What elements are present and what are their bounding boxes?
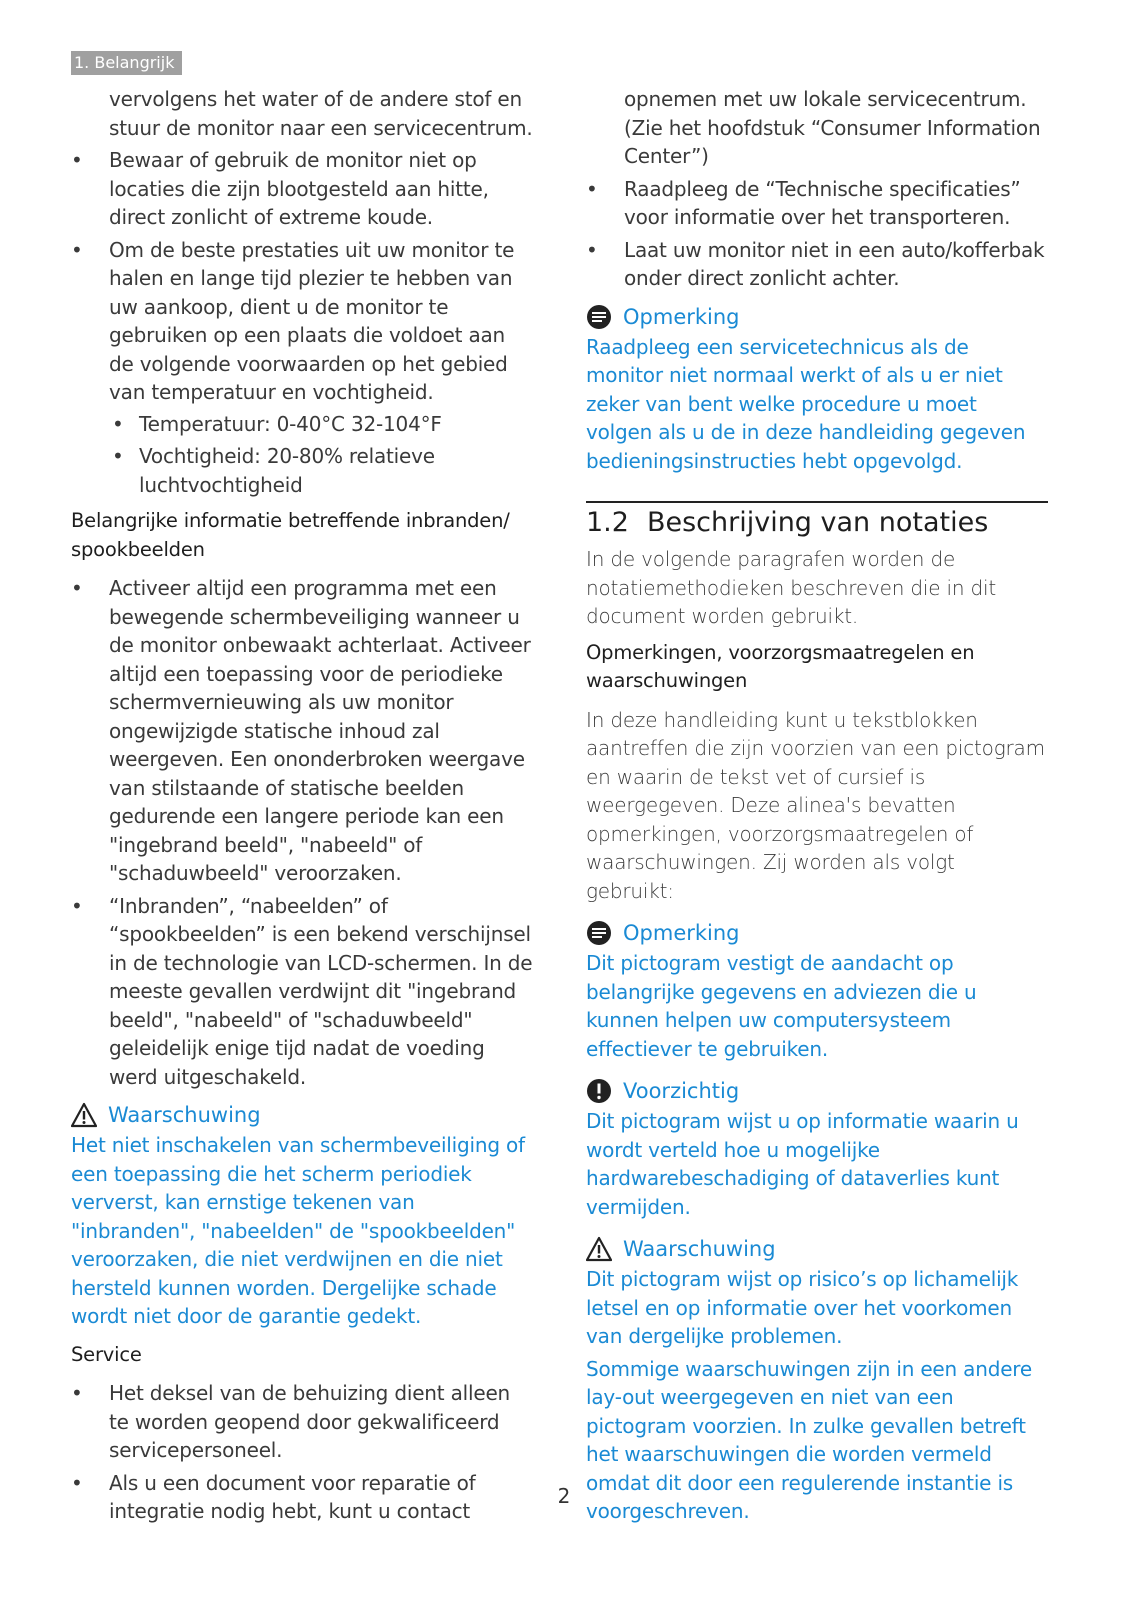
section-title-text: Beschrijving van notaties [646, 507, 989, 538]
bullet-list [586, 175, 1048, 293]
warning-text: Dit pictogram wijst op risico’s op lichamelijk letsel en op informatie over het voorkomen van dergelijke problemen. [586, 1267, 1019, 1348]
notes-intro: In deze handleiding kunt u tekstblokken aantreffen die zijn voorzien van een pictogram en waarin de tekst vet of cursief is weergegeven. Deze alinea's bevatten opmerkingen, voorzorgsmaatregelen of waarschuwingen. Zij worden als volgt gebruikt: [586, 707, 1045, 903]
bullet-text: Laat uw monitor niet in een auto/kofferbak onder direct zonlicht achter. [624, 237, 1045, 290]
section-intro: In de volgende paragrafen worden de notatiemethodieken beschreven die in dit document worden gebruikt. [586, 547, 996, 628]
page-number: 2 [557, 1484, 571, 1508]
bullet-item [71, 146, 533, 232]
note-heading [586, 919, 1048, 947]
note-title: Opmerking [623, 304, 740, 329]
bullet-text: Het deksel van de behuizing dient alleen te worden geopend door gekwalificeerd servicepersoneel. [109, 1381, 511, 1462]
caution-text: Dit pictogram wijst u op informatie waarin u wordt verteld hoe u mogelijke hardwarebeschadiging of dataverlies kunt vermijden. [586, 1109, 1019, 1219]
caution-heading [586, 1077, 1048, 1105]
note-icon [586, 304, 612, 330]
chapter-tab: 1. Belangrijk [71, 51, 182, 75]
bullet-item [586, 175, 1048, 232]
note-text: Dit pictogram vestigt de aandacht op belangrijke gegevens en adviezen die u kunnen helpen uw computersysteem effectiever te gebruiken. [586, 951, 977, 1061]
bullet-text: Bewaar of gebruik de monitor niet op locaties die zijn blootgesteld aan hitte, direct zonlicht of extreme koude. [109, 148, 489, 229]
caution-icon [586, 1078, 612, 1104]
bullet-list [71, 146, 533, 499]
left-column [71, 85, 533, 1530]
continued-paragraph: opnemen met uw lokale servicecentrum. (Zie het hoofdstuk “Consumer Information Center”) [624, 87, 1041, 168]
section-number: 1.2 [586, 507, 629, 538]
warning-heading [586, 1235, 1048, 1263]
bullet-list [71, 574, 533, 1091]
bullet-text: Als u een document voor reparatie of integratie nodig hebt, kunt u contact [109, 1470, 476, 1523]
sub-bullet-item: • Temperatuur: 0-40°C 32-104°F [109, 410, 533, 439]
warning-extra-text: Sommige waarschuwingen zijn in een andere lay-out weergegeven en niet van een pictogram voorzien. In zulke gevallen betreft het waarschuwingen die worden vermeld omdat dit door een regulerende instantie is voorgeschreven. [586, 1356, 1032, 1523]
note-title: Opmerking [623, 921, 740, 945]
caution-title: Voorzichtig [623, 1079, 740, 1103]
sub-bullet-item: • Vochtigheid: 20-80% relatieve luchtvochtigheid [109, 442, 533, 499]
bullet-text: “Inbranden”, “nabeelden” of “spookbeelden” is een bekend verschijnsel in de technologie van LCD-schermen. In de meeste gevallen verdwijnt dit "ingebrand beeld", "nabeeld" of "schaduwbeeld" geleidelijk enige tijd nadat de voeding werd uitgeschakeld. [109, 893, 533, 1089]
section-divider [586, 501, 1048, 503]
warning-text: Het niet inschakelen van schermbeveiliging of een toepassing die het scherm periodiek ververst, kan ernstige tekenen van "inbranden", "nabeelden" de "spookbeelden" veroorzaken, die niet verdwijnen en die niet hersteld kunnen worden. Dergelijke schade wordt niet door de garantie gedekt. [71, 1133, 525, 1328]
subheading-notes: Opmerkingen, voorzorgsmaatregelen en waarschuwingen [586, 640, 975, 692]
bullet-text: Raadpleeg de “Technische specificaties” voor informatie over het transporteren. [624, 176, 1021, 229]
right-column [586, 85, 1048, 1526]
note-icon [586, 920, 612, 946]
bullet-item [71, 574, 533, 888]
bullet-item [71, 1379, 533, 1465]
bullet-item [71, 236, 533, 500]
bullet-text: Om de beste prestaties uit uw monitor te halen en lange tijd plezier te hebben van uw aankoop, dient u de monitor te gebruiken op een plaats die voldoet aan de volgende voorwaarden op het gebied van temperatuur en vochtigheid. [109, 237, 515, 404]
warning-heading [71, 1101, 533, 1129]
bullet-item [586, 236, 1048, 293]
bullet-text: Activeer altijd een programma met een bewegende schermbeveiliging wanneer u de monitor onbewaakt achterlaat. Activeer altijd een toepassing voor de periodieke schermvernieuwing als uw monitor ongewijzigde statische inhoud zal weergeven. Een ononderbroken weergave van stilstaande of statische beelden gedurende een langere periode kan een "ingebrand beeld", "nabeeld" of "schaduwbeeld" veroorzaken. [109, 576, 531, 885]
note-text: Raadpleeg een servicetechnicus als de monitor niet normaal werkt of als u er niet zeker van bent welke procedure u moet volgen als u de in deze handleiding gegeven bedieningsinstructies hebt opgevolgd. [586, 334, 1026, 473]
warning-title: Waarschuwing [623, 1237, 776, 1261]
warning-title: Waarschuwing [108, 1103, 261, 1127]
note-heading [586, 303, 1048, 331]
subheading-service: Service [71, 1342, 142, 1366]
bullet-item [71, 892, 533, 1092]
section-title [586, 505, 1048, 541]
warning-icon [71, 1102, 97, 1128]
sub-bullet-list [109, 410, 533, 500]
continued-paragraph: vervolgens het water of de andere stof en stuur de monitor naar een servicecentrum. [109, 87, 533, 140]
warning-icon [586, 1236, 612, 1262]
subheading-burnin: Belangrijke informatie betreffende inbranden/ spookbeelden [71, 509, 510, 561]
